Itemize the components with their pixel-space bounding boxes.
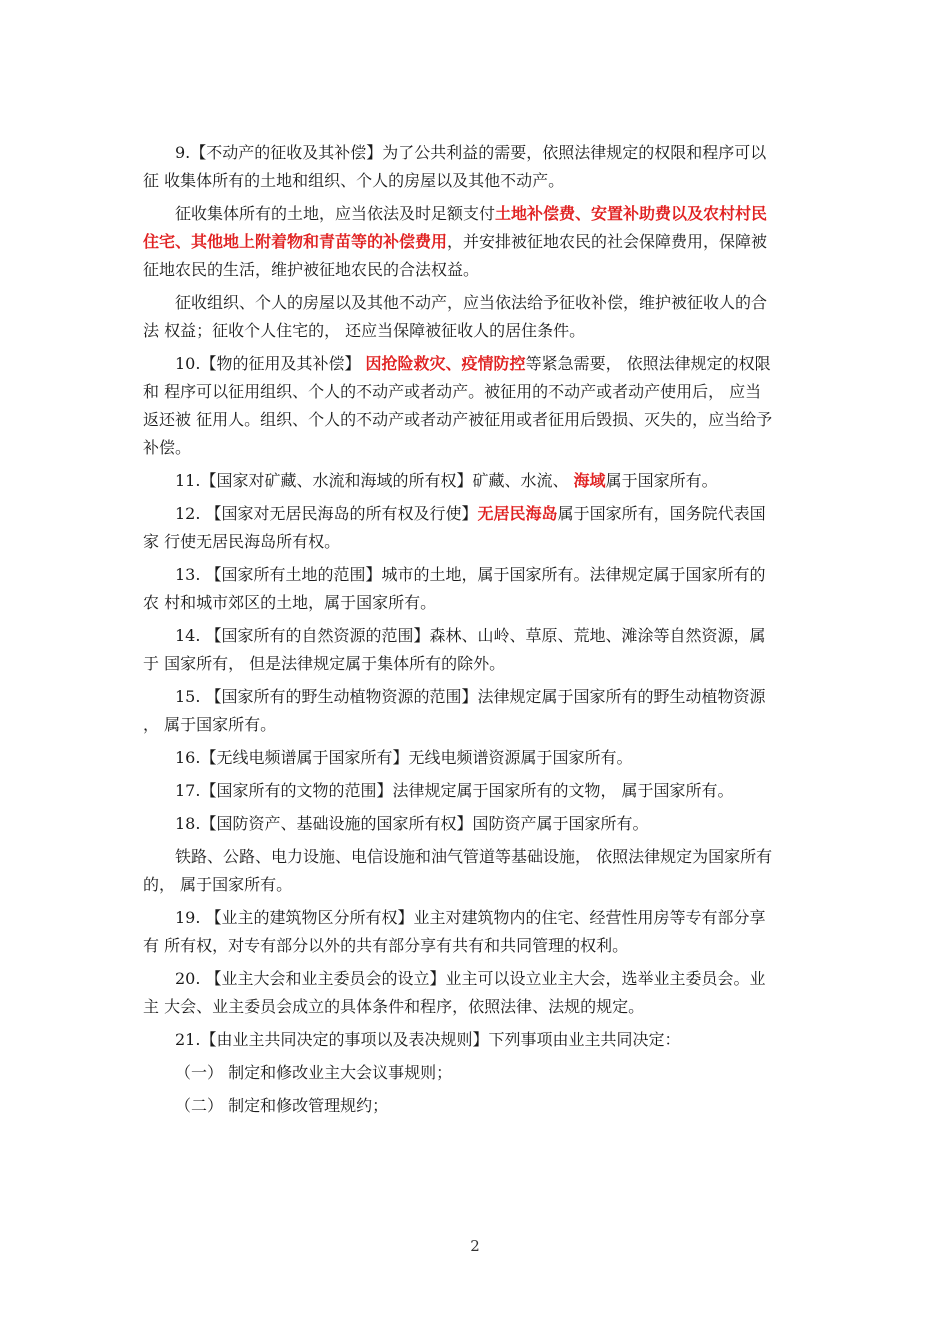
- text-run: 12. 【国家对无居民海岛的所有权及行使】: [175, 504, 478, 523]
- paragraph-article-16: [143, 744, 808, 772]
- text-run: 征收集体所有的土地，应当依法及时足额支付: [175, 204, 496, 223]
- paragraph-article-12: [143, 500, 808, 556]
- text-line: 15. 【国家所有的野生动植物资源的范围】法律规定属于国家所有的野生动植物资源: [175, 687, 766, 706]
- paragraph-article-21: [143, 1026, 808, 1054]
- text-line: 和 程序可以征用组织、个人的不动产或者动产。被征用的不动产或者动产使用后， 应当: [143, 382, 762, 401]
- text-line: [143, 350, 808, 378]
- text-line: 补偿。: [143, 438, 192, 457]
- text-line: 于 国家所有， 但是法律规定属于集体所有的除外。: [143, 654, 506, 673]
- text-line: 家 行使无居民海岛所有权。: [143, 532, 341, 551]
- text-line: 19. 【业主的建筑物区分所有权】业主对建筑物内的住宅、经营性用房等专有部分享: [175, 908, 766, 927]
- list-item: [143, 1059, 808, 1087]
- text-line: （二） 制定和修改管理规约；: [175, 1096, 389, 1115]
- paragraph-infrastructure: [143, 843, 808, 899]
- highlighted-text: 因抢险救灾、疫情防控: [365, 354, 526, 373]
- paragraph-article-11: [143, 467, 808, 495]
- text-line: 征地农民的生活，维护被征地农民的合法权益。: [143, 260, 480, 279]
- text-line: 20. 【业主大会和业主委员会的设立】业主可以设立业主大会，选举业主委员会。业: [175, 969, 766, 988]
- text-run: 等紧急需要， 依照法律规定的权限: [525, 354, 771, 373]
- text-line: 有 所有权，对专有部分以外的共有部分享有共有和共同管理的权利。: [143, 936, 629, 955]
- paragraph-article-20: [143, 965, 808, 1021]
- highlighted-text: 无居民海岛: [477, 504, 558, 523]
- text-run: 11.【国家对矿藏、水流和海域的所有权】矿藏、水流、: [175, 471, 574, 490]
- text-line: 征 收集体所有的土地和组织、个人的房屋以及其他不动产。: [143, 171, 565, 190]
- text-line: 21.【由业主共同决定的事项以及表决规则】下列事项由业主共同决定：: [175, 1030, 681, 1049]
- text-line: 征收组织、个人的房屋以及其他不动产，应当依法给予征收补偿，维护被征收人的合: [175, 293, 768, 312]
- page-number: 2: [470, 1237, 480, 1255]
- text-line: 农 村和城市郊区的土地，属于国家所有。: [143, 593, 437, 612]
- text-line: 18.【国防资产、基础设施的国家所有权】国防资产属于国家所有。: [175, 814, 649, 833]
- text-line: 法 权益；征收个人住宅的， 还应当保障被征收人的居住条件。: [143, 321, 586, 340]
- text-line: [143, 228, 808, 256]
- paragraph-article-19: [143, 904, 808, 960]
- text-line: 17.【国家所有的文物的范围】法律规定属于国家所有的文物， 属于国家所有。: [175, 781, 734, 800]
- document-body: [143, 139, 808, 1125]
- highlighted-text: 土地补偿费、安置补助费以及农村村民: [495, 204, 768, 223]
- paragraph-article-17: [143, 777, 808, 805]
- text-line: （一） 制定和修改业主大会议事规则；: [175, 1063, 453, 1082]
- highlighted-text: 海域: [573, 471, 606, 490]
- paragraph-article-18: [143, 810, 808, 838]
- text-run: 属于国家所有。: [605, 471, 718, 490]
- text-line: 9.【不动产的征收及其补偿】为了公共利益的需要，依照法律规定的权限和程序可以: [175, 143, 767, 162]
- text-line: 13. 【国家所有土地的范围】城市的土地，属于国家所有。法律规定属于国家所有的: [175, 565, 766, 584]
- text-line: 的， 属于国家所有。: [143, 875, 293, 894]
- text-line: [143, 500, 808, 528]
- text-line: 16.【无线电频谱属于国家所有】无线电频谱资源属于国家所有。: [175, 748, 633, 767]
- list-item: [143, 1092, 808, 1120]
- text-line: ， 属于国家所有。: [143, 715, 277, 734]
- highlighted-text: 住宅、其他地上附着物和青苗等的补偿费用: [143, 232, 448, 251]
- paragraph-article-13: [143, 561, 808, 617]
- text-line: 返还被 征用人。组织、个人的不动产或者动产被征用或者征用后毁损、灭失的，应当给予: [143, 410, 773, 429]
- paragraph-article-15: [143, 683, 808, 739]
- paragraph-article-9: [143, 139, 808, 195]
- text-line: 主 大会、业主委员会成立的具体条件和程序，依照法律、法规的规定。: [143, 997, 645, 1016]
- text-run: 属于国家所有，国务院代表国: [557, 504, 766, 523]
- text-line: [143, 200, 808, 228]
- paragraph-article-14: [143, 622, 808, 678]
- text-run: ，并安排被征地农民的社会保障费用，保障被: [447, 232, 768, 251]
- paragraph-land-compensation: [143, 200, 808, 284]
- text-line: 铁路、公路、电力设施、电信设施和油气管道等基础设施， 依照法律规定为国家所有: [175, 847, 773, 866]
- text-run: 10.【物的征用及其补偿】: [175, 354, 366, 373]
- text-line: [143, 467, 808, 495]
- paragraph-house-compensation: [143, 289, 808, 345]
- text-line: 14. 【国家所有的自然资源的范围】森林、山岭、草原、荒地、滩涂等自然资源，属: [175, 626, 766, 645]
- paragraph-article-10: [143, 350, 808, 462]
